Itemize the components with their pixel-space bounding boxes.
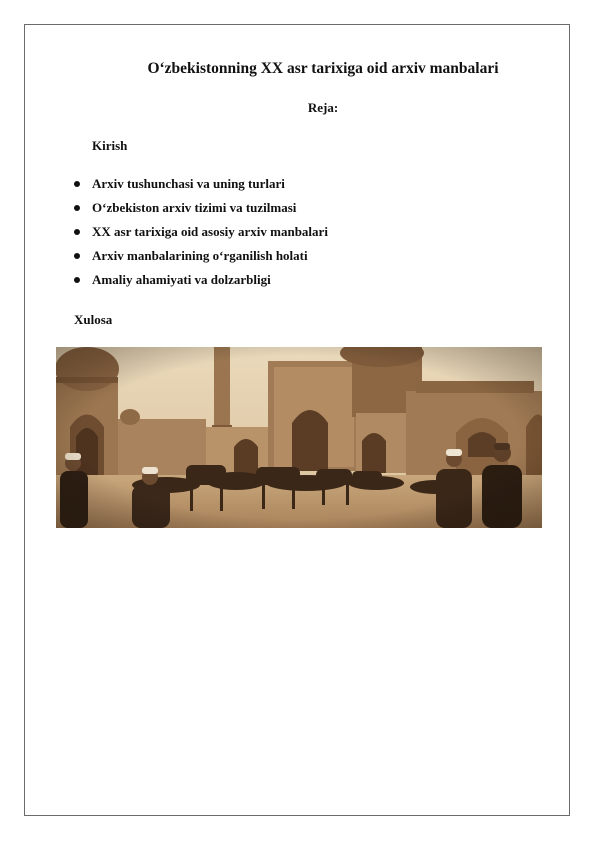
plan-item-label: XX asr tarixiga oid asosiy arxiv manbalari: [92, 224, 328, 239]
plan-item-label: Amaliy ahamiyati va dolzarbligi: [92, 272, 271, 287]
plan-item-label: O‘zbekiston arxiv tizimi va tuzilmasi: [92, 200, 297, 215]
plan-list-item: [72, 200, 328, 224]
plan-item-label: Arxiv tushunchasi va uning turlari: [92, 176, 285, 191]
plan-item-label: Arxiv manbalarining o‘rganilish holati: [92, 248, 308, 263]
plan-list: [72, 176, 328, 296]
conclusion-item: Xulosa: [74, 312, 113, 327]
plan-list-item: [72, 272, 328, 296]
bullet-icon: [74, 181, 80, 187]
document-title: O‘zbekistonning XX asr tarixiga oid arxiv manbalari: [147, 60, 499, 77]
bullet-icon: [74, 205, 80, 211]
historical-photo: [56, 347, 542, 528]
plan-heading: Reja:: [307, 100, 339, 115]
plan-list-item: [72, 248, 328, 272]
bullet-icon: [74, 277, 80, 283]
intro-item: Kirish: [92, 138, 128, 153]
bullet-icon: [74, 229, 80, 235]
bullet-icon: [74, 253, 80, 259]
plan-list-item: [72, 176, 328, 200]
plan-list-item: [72, 224, 328, 248]
